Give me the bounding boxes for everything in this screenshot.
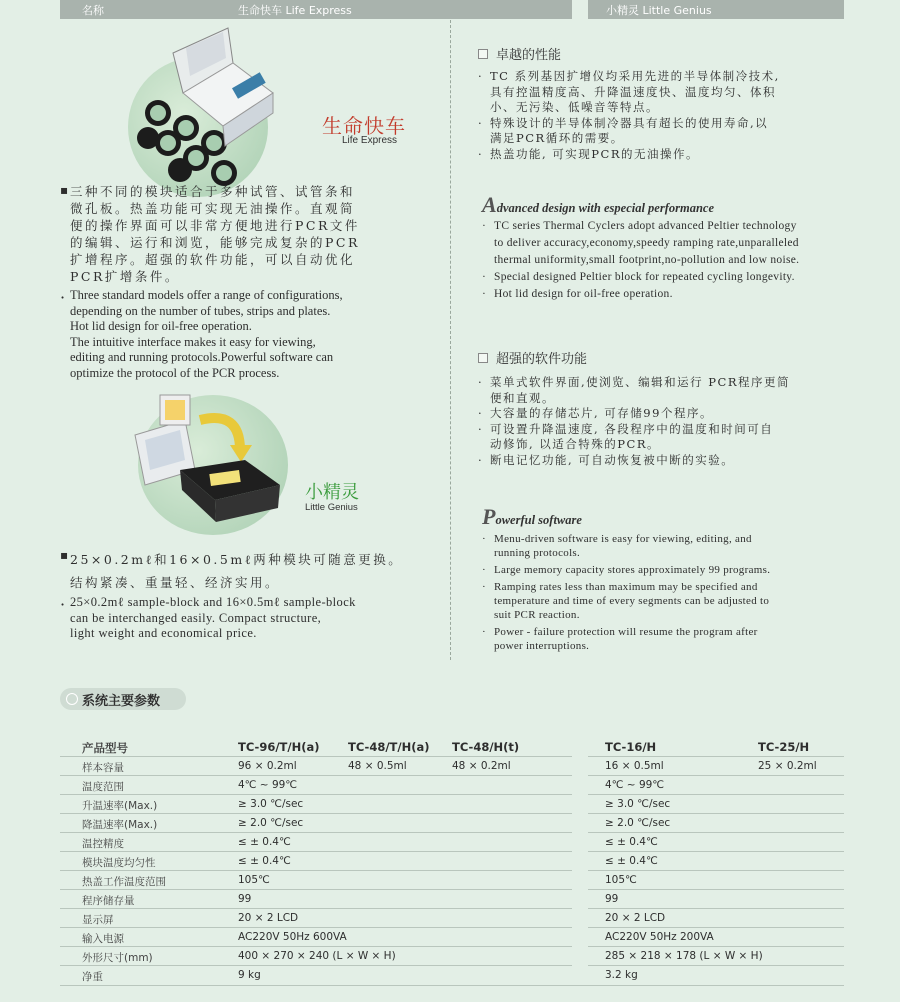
text-line: 便的操作界面可以非常方便地进行PCR文件 — [70, 218, 360, 233]
table-cell: 9 kg — [238, 969, 261, 981]
table-cell: 3.2 kg — [605, 969, 638, 981]
spec-header-le — [60, 0, 572, 19]
table-cell: ≥ 2.0 ℃/sec — [605, 817, 671, 829]
model-cell: TC-25/H — [758, 740, 810, 754]
list-item: · Large memory capacity stores approximately 99 programs. — [482, 563, 852, 577]
row-label: 温度范围 — [82, 781, 124, 793]
text-line: Hot lid design for oil-free operation. — [70, 319, 252, 333]
model-cell: TC-48/T/H(a) — [348, 740, 430, 754]
list-item: · Power - failure protection will resume the program after power interruptions. — [482, 625, 852, 653]
table-cell: ≥ 3.0 ℃/sec — [605, 798, 671, 810]
heading-text: 超强的软件功能 — [496, 352, 588, 367]
list-item: · 大容量的存储芯片, 可存储99个程序。 — [478, 406, 858, 422]
left-block1-cn — [60, 183, 410, 285]
table-cell: ≤ ± 0.4℃ — [605, 855, 658, 867]
square-bullet-icon — [478, 353, 488, 363]
sec-advanced-en — [482, 192, 862, 303]
logo-life-express-cn: 生命快车 — [322, 114, 406, 138]
table-cell: 96 × 0.2ml — [238, 760, 297, 772]
list-item: · Ramping rates less than maximum may be specified and temperature and time of every segments can be adjusted to suit PCR reaction. — [482, 580, 852, 622]
row-label: 降温速率(Max.) — [82, 819, 158, 831]
model-label: 产品型号 — [82, 741, 128, 755]
row-label: 输入电源 — [82, 933, 124, 945]
sec-advanced-list — [482, 218, 862, 303]
sec-software-list — [478, 375, 858, 468]
text-line: editing and running protocols.Powerful software can — [70, 350, 334, 364]
table-cell: 25 × 0.2ml — [758, 760, 817, 772]
table-row — [60, 814, 844, 833]
table-cell: 99 — [238, 893, 252, 905]
text-line: The intuitive interface makes it easy for viewing, — [70, 334, 316, 349]
sec-powerful-list — [482, 532, 852, 653]
logo-little-genius-cn: 小精灵 — [305, 482, 359, 503]
product-image-little-genius — [130, 390, 300, 530]
table-cell: ≤ ± 0.4℃ — [605, 836, 658, 848]
logo-life-express — [322, 110, 406, 146]
list-item: · Hot lid design for oil-free operation. — [482, 286, 862, 303]
left-block2: ▪ 25×0.2mℓ和16×0.5mℓ两种模块可随意更换。 结构紧凑、重量轻、经济实用。 · 25×0.2mℓ sample-block and 16×0.5mℓ sample-block can be interchanged easily. Compact structure, light weight and economical price. — [60, 548, 420, 642]
table-cell: ≥ 2.0 ℃/sec — [238, 817, 304, 829]
header-life-express: 生命快车 Life Express — [238, 3, 352, 17]
table-row — [60, 852, 844, 871]
list-item: · TC 系列基因扩增仪均采用先进的半导体制冷技术, 具有控温精度高、升降温速度快、温度均匀、体积 小、无污染、低噪音等特点。 — [478, 69, 858, 116]
text-line: optimize the protocol of the PCR process. — [70, 365, 280, 380]
table-cell: AC220V 50Hz 200VA — [605, 931, 714, 943]
sec-software-cn — [478, 348, 858, 468]
table-cell: 48 × 0.5ml — [348, 760, 407, 772]
text-line: light weight and economical price. — [70, 626, 257, 640]
table-row — [60, 909, 844, 928]
model-cell: TC-48/H(t) — [452, 740, 520, 754]
table-cell: 20 × 2 LCD — [238, 912, 299, 924]
sec-powerful-en — [482, 504, 852, 653]
sec-performance-cn — [478, 44, 858, 162]
spec-table-title — [60, 688, 186, 710]
table-row — [60, 757, 844, 776]
table-cell: 400 × 270 × 240 (L × W × H) — [238, 950, 396, 962]
table-cell: AC220V 50Hz 600VA — [238, 931, 347, 943]
table-cell: 105℃ — [605, 874, 637, 886]
table-bottom-line — [60, 985, 844, 986]
text-line: depending on the number of tubes, strips and plates. — [70, 303, 331, 318]
logo-little-genius — [305, 478, 359, 513]
table-cell: 99 — [605, 893, 619, 905]
list-item: · TC series Thermal Cyclers adopt advanced Peltier technology to deliver accuracy,economy,speedy ramping rate,unparalleled thermal uniformity,small footprint,no-pollution and low noise. — [482, 218, 862, 269]
text-line: can be interchanged easily. Compact structure, — [70, 610, 322, 625]
sec-software-heading — [478, 348, 858, 367]
table-row — [60, 890, 844, 909]
row-label: 显示屏 — [82, 914, 114, 926]
text-line: 的编辑、运行和浏览，能够完成复杂的PCR — [70, 235, 360, 250]
table-cell: ≤ ± 0.4℃ — [238, 836, 291, 848]
row-label: 程序储存量 — [82, 895, 135, 907]
text-line: 微孔板。热盖功能可实现无油操作。直观简 — [70, 201, 356, 216]
row-label: 样本容量 — [82, 762, 124, 774]
table-cell: 105℃ — [238, 874, 270, 886]
heading-text: 卓越的性能 — [496, 48, 562, 63]
table-row — [60, 947, 844, 966]
left-block1-en — [60, 288, 410, 381]
table-cell: 4℃ ~ 99℃ — [605, 779, 665, 791]
circle-icon — [66, 693, 78, 705]
table-cell: 4℃ ~ 99℃ — [238, 779, 298, 791]
table-cell: 285 × 218 × 178 (L × W × H) — [605, 950, 763, 962]
table-cell: ≥ 3.0 ℃/sec — [238, 798, 304, 810]
row-label: 净重 — [82, 971, 103, 983]
spec-table-title-text: 系统主要参数 — [82, 693, 161, 709]
table-cell: 48 × 0.2ml — [452, 760, 511, 772]
sec-powerful-heading: Powerful software — [482, 504, 582, 529]
list-item: · 可设置升降温速度, 各段程序中的温度和时间可自 动修饰, 以适合特殊的PCR。 — [478, 422, 858, 453]
text-line: 25×0.2mℓ和16×0.5mℓ两种模块可随意更换。 — [70, 552, 404, 567]
square-bullet-icon — [478, 49, 488, 59]
sec-performance-heading — [478, 44, 858, 63]
logo-little-genius-en: Little Genius — [305, 502, 358, 513]
header-little-genius: 小精灵 Little Genius — [606, 3, 712, 17]
left-block1: ▪ 三种不同的模块适合于多种试管、试管条和 微孔板。热盖功能可实现无油操作。直观简 便的操作界面可以非常方便地进行PCR文件 的编辑、运行和浏览，能够完成复杂的PCR 扩增程序。超强的软件功能，可以自动优化 PCR扩增条件。 · Three standard models offer a range of configurations, depending on the number of tubes, strips and plates. Hot lid design for oil-free operation. The intuitive interface makes it easy for viewing, editing and running protocols.Powerful software can optimize the protocol of the PCR process. — [60, 183, 410, 381]
header-name: 名称 — [82, 3, 104, 17]
column-divider — [450, 20, 451, 660]
text-line: 结构紧凑、重量轻、经济实用。 — [70, 575, 281, 590]
left-block2-cn — [60, 548, 420, 594]
list-item: · 特殊设计的半导体制冷器具有超长的使用寿命,以 满足PCR循环的需要。 — [478, 116, 858, 147]
table-row — [60, 966, 844, 985]
table-row — [60, 871, 844, 890]
table-row — [60, 795, 844, 814]
table-cell: 20 × 2 LCD — [605, 912, 666, 924]
list-item: · 热盖功能, 可实现PCR的无油操作。 — [478, 147, 858, 163]
text-line: 扩增程序。超强的软件功能，可以自动优化 — [70, 252, 356, 267]
text-line: Three standard models offer a range of configurations, — [70, 288, 343, 302]
left-block2-en — [60, 595, 420, 642]
logo-life-express-en: Life Express — [342, 135, 398, 146]
list-item: · 菜单式软件界面,使浏览、编辑和运行 PCR程序更简 便和直观。 — [478, 375, 858, 406]
row-label: 模块温度均匀性 — [82, 857, 156, 869]
table-row — [60, 776, 844, 795]
row-label: 外形尺寸(mm) — [82, 952, 153, 964]
sec-advanced-heading: Advanced design with especial performance — [482, 192, 715, 217]
product-image-life-express — [128, 18, 288, 198]
list-item: · Menu-driven software is easy for viewing, editing, and running protocols. — [482, 532, 852, 560]
text-line: 三种不同的模块适合于多种试管、试管条和 — [70, 184, 356, 199]
list-item: · Special designed Peltier block for repeated cycling longevity. — [482, 269, 862, 286]
model-cell: TC-96/T/H(a) — [238, 740, 320, 754]
row-label: 温控精度 — [82, 838, 124, 850]
table-cell: ≤ ± 0.4℃ — [238, 855, 291, 867]
spec-model-row — [60, 737, 844, 756]
model-cell: TC-16/H — [605, 740, 657, 754]
row-label: 热盖工作温度范围 — [82, 876, 166, 888]
spec-header-lg — [588, 0, 844, 19]
table-row — [60, 928, 844, 947]
text-line: 25×0.2mℓ sample-block and 16×0.5mℓ sample-block — [70, 595, 356, 609]
sec-performance-list — [478, 69, 858, 162]
table-cell: 16 × 0.5ml — [605, 760, 664, 772]
list-item: · 断电记忆功能, 可自动恢复被中断的实验。 — [478, 453, 858, 469]
table-row — [60, 833, 844, 852]
text-line: PCR扩增条件。 — [70, 269, 180, 284]
row-label: 升温速率(Max.) — [82, 800, 158, 812]
